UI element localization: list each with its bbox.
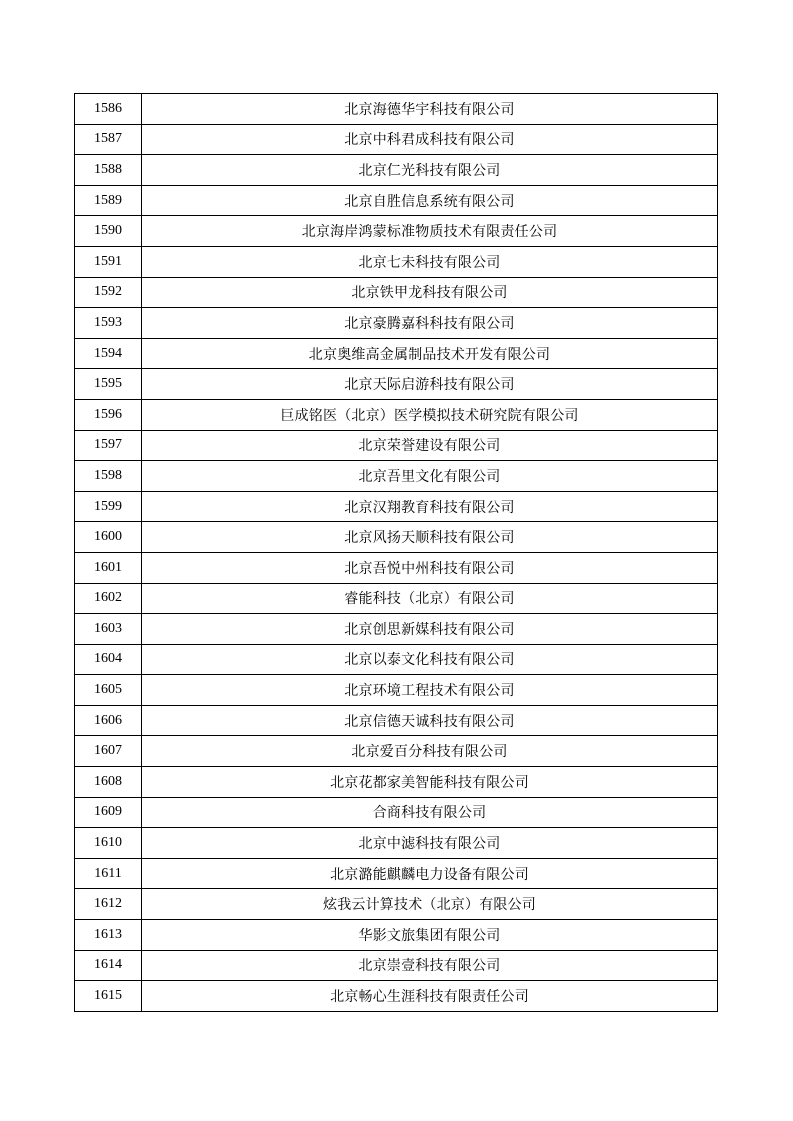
table-row — [75, 185, 718, 216]
table-row — [75, 889, 718, 920]
company-name-cell: 华影文旅集团有限公司 — [142, 920, 718, 951]
row-number-cell: 1587 — [75, 124, 142, 155]
company-list-table — [74, 93, 718, 1012]
row-number-cell: 1591 — [75, 246, 142, 277]
company-name-cell: 北京中滤科技有限公司 — [142, 828, 718, 859]
table-row — [75, 981, 718, 1012]
table-row — [75, 828, 718, 859]
table-row — [75, 338, 718, 369]
row-number-cell: 1612 — [75, 889, 142, 920]
row-number-cell: 1599 — [75, 491, 142, 522]
company-name-cell: 合商科技有限公司 — [142, 797, 718, 828]
company-name-cell: 北京海德华宇科技有限公司 — [142, 94, 718, 125]
row-number-cell: 1611 — [75, 858, 142, 889]
company-name-cell: 北京中科君成科技有限公司 — [142, 124, 718, 155]
row-number-cell: 1606 — [75, 705, 142, 736]
row-number-cell: 1604 — [75, 644, 142, 675]
row-number-cell: 1613 — [75, 920, 142, 951]
company-name-cell: 北京吾悦中州科技有限公司 — [142, 552, 718, 583]
row-number-cell: 1586 — [75, 94, 142, 125]
company-name-cell: 巨成铭医（北京）医学模拟技术研究院有限公司 — [142, 399, 718, 430]
table-row — [75, 277, 718, 308]
table-row — [75, 920, 718, 951]
company-name-cell: 北京海岸鸿蒙标准物质技术有限责任公司 — [142, 216, 718, 247]
company-name-cell: 北京铁甲龙科技有限公司 — [142, 277, 718, 308]
table-row — [75, 430, 718, 461]
company-name-cell: 北京仁光科技有限公司 — [142, 155, 718, 186]
table-row — [75, 308, 718, 339]
company-name-cell: 北京吾里文化有限公司 — [142, 461, 718, 492]
row-number-cell: 1595 — [75, 369, 142, 400]
company-name-cell: 北京天际启游科技有限公司 — [142, 369, 718, 400]
company-name-cell: 北京创思新媒科技有限公司 — [142, 614, 718, 645]
table-row — [75, 94, 718, 125]
row-number-cell: 1614 — [75, 950, 142, 981]
table-row — [75, 216, 718, 247]
table-row — [75, 644, 718, 675]
company-name-cell: 北京荣誉建设有限公司 — [142, 430, 718, 461]
row-number-cell: 1605 — [75, 675, 142, 706]
row-number-cell: 1588 — [75, 155, 142, 186]
company-name-cell: 北京奥维高金属制品技术开发有限公司 — [142, 338, 718, 369]
row-number-cell: 1602 — [75, 583, 142, 614]
company-name-cell: 北京以泰文化科技有限公司 — [142, 644, 718, 675]
company-name-cell: 北京潞能麒麟电力设备有限公司 — [142, 858, 718, 889]
table-row — [75, 675, 718, 706]
row-number-cell: 1597 — [75, 430, 142, 461]
table-row — [75, 614, 718, 645]
company-name-cell: 睿能科技（北京）有限公司 — [142, 583, 718, 614]
row-number-cell: 1615 — [75, 981, 142, 1012]
row-number-cell: 1603 — [75, 614, 142, 645]
company-name-cell: 北京环境工程技术有限公司 — [142, 675, 718, 706]
company-name-cell: 北京畅心生涯科技有限责任公司 — [142, 981, 718, 1012]
table-row — [75, 522, 718, 553]
row-number-cell: 1601 — [75, 552, 142, 583]
company-name-cell: 炫我云计算技术（北京）有限公司 — [142, 889, 718, 920]
company-name-cell: 北京七未科技有限公司 — [142, 246, 718, 277]
row-number-cell: 1609 — [75, 797, 142, 828]
row-number-cell: 1592 — [75, 277, 142, 308]
company-name-cell: 北京信德天诚科技有限公司 — [142, 705, 718, 736]
table-row — [75, 155, 718, 186]
table-row — [75, 797, 718, 828]
company-name-cell: 北京豪腾嘉科科技有限公司 — [142, 308, 718, 339]
table-row — [75, 461, 718, 492]
table-row — [75, 491, 718, 522]
table-row — [75, 369, 718, 400]
table-row — [75, 552, 718, 583]
company-name-cell: 北京自胜信息系统有限公司 — [142, 185, 718, 216]
table-row — [75, 124, 718, 155]
row-number-cell: 1610 — [75, 828, 142, 859]
table-body — [75, 94, 718, 1012]
table-row — [75, 858, 718, 889]
table-row — [75, 705, 718, 736]
row-number-cell: 1589 — [75, 185, 142, 216]
company-name-cell: 北京汉翔教育科技有限公司 — [142, 491, 718, 522]
row-number-cell: 1596 — [75, 399, 142, 430]
row-number-cell: 1607 — [75, 736, 142, 767]
company-name-cell: 北京崇壹科技有限公司 — [142, 950, 718, 981]
table-row — [75, 736, 718, 767]
table-row — [75, 246, 718, 277]
table-row — [75, 950, 718, 981]
row-number-cell: 1594 — [75, 338, 142, 369]
row-number-cell: 1608 — [75, 767, 142, 798]
company-name-cell: 北京爱百分科技有限公司 — [142, 736, 718, 767]
table-row — [75, 583, 718, 614]
row-number-cell: 1600 — [75, 522, 142, 553]
row-number-cell: 1590 — [75, 216, 142, 247]
company-name-cell: 北京花都家美智能科技有限公司 — [142, 767, 718, 798]
table-row — [75, 767, 718, 798]
row-number-cell: 1598 — [75, 461, 142, 492]
table-row — [75, 399, 718, 430]
company-name-cell: 北京风扬天顺科技有限公司 — [142, 522, 718, 553]
row-number-cell: 1593 — [75, 308, 142, 339]
